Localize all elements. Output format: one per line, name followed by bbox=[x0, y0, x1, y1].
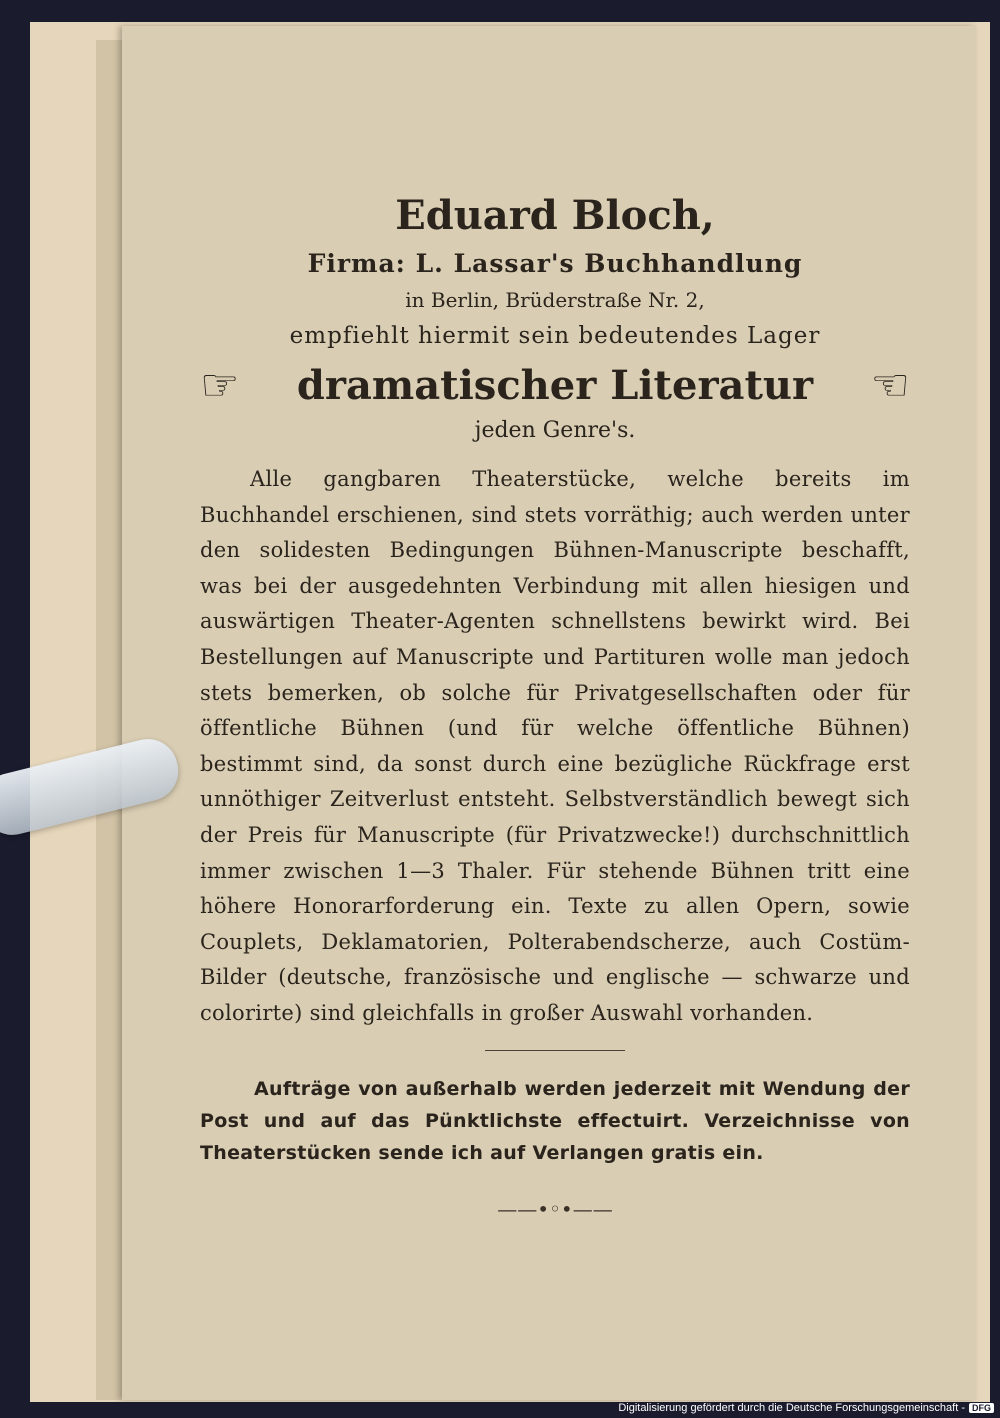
divider bbox=[485, 1050, 625, 1051]
pointing-hand-right-icon: ☞ bbox=[200, 360, 240, 411]
main-heading: dramatischer Literatur bbox=[296, 362, 814, 409]
pointing-hand-left-icon: ☜ bbox=[870, 360, 910, 411]
address-line: in Berlin, Brüderstraße Nr. 2, bbox=[405, 288, 705, 312]
page-text bbox=[200, 190, 910, 1221]
digitization-footer bbox=[618, 1400, 994, 1416]
dfg-logo: DFG bbox=[969, 1403, 994, 1413]
ornament-divider: ——•◦•—— bbox=[497, 1196, 613, 1221]
heading-row bbox=[200, 358, 910, 414]
publisher-name: Eduard Bloch, bbox=[395, 192, 715, 239]
genre-line: jeden Genre's. bbox=[474, 418, 636, 443]
notice-paragraph: Aufträge von außerhalb werden jederzeit mit Wendung der Post und auf das Pünktlichste effectuirt. Verzeichnisse von Theaterstücken sende ich auf Verlangen gratis ein. bbox=[200, 1077, 910, 1164]
footer-credit: Digitalisierung gefördert durch die Deutsche Forschungsgemeinschaft - bbox=[618, 1402, 965, 1414]
firm-line: Firma: L. Lassar's Buchhandlung bbox=[307, 249, 803, 278]
body-paragraph: Alle gangbaren Theaterstücke, welche bereits im Buchhandel erschienen, sind stets vorräthig; auch werden unter den solidesten Bedingungen Bühnen-Manuscripte beschafft, was bei der ausgedehnten Verbindung mit allen hiesigen und auswärtigen Theater-Agenten schnellstens bewirkt wird. Bei Bestellungen auf Manuscripte und Partituren wolle man jedoch stets bemerken, ob solche für Privatgesellschaften oder für öffentliche Bühnen (und für welche öffentliche Bühnen) bestimmt sind, da sonst durch eine bezügliche Rückfrage erst unnöthiger Zeitverlust entsteht. Selbstverständlich bewegt sich der Preis für Manuscripte (für Privatzwecke!) durchschnittlich immer zwischen 1—3 Thaler. Für stehende Bühnen tritt eine höhere Honorarforderung ein. Texte zu allen Opern, sowie Couplets, Deklamatorien, Polterabendscherze, auch Costüm-Bilder (deutsche, französische und englische — schwarze und colorirte) sind gleichfalls in großer Auswahl vorhanden. bbox=[200, 467, 910, 1025]
recommend-line: empfiehlt hiermit sein bedeutendes Lager bbox=[289, 323, 821, 349]
